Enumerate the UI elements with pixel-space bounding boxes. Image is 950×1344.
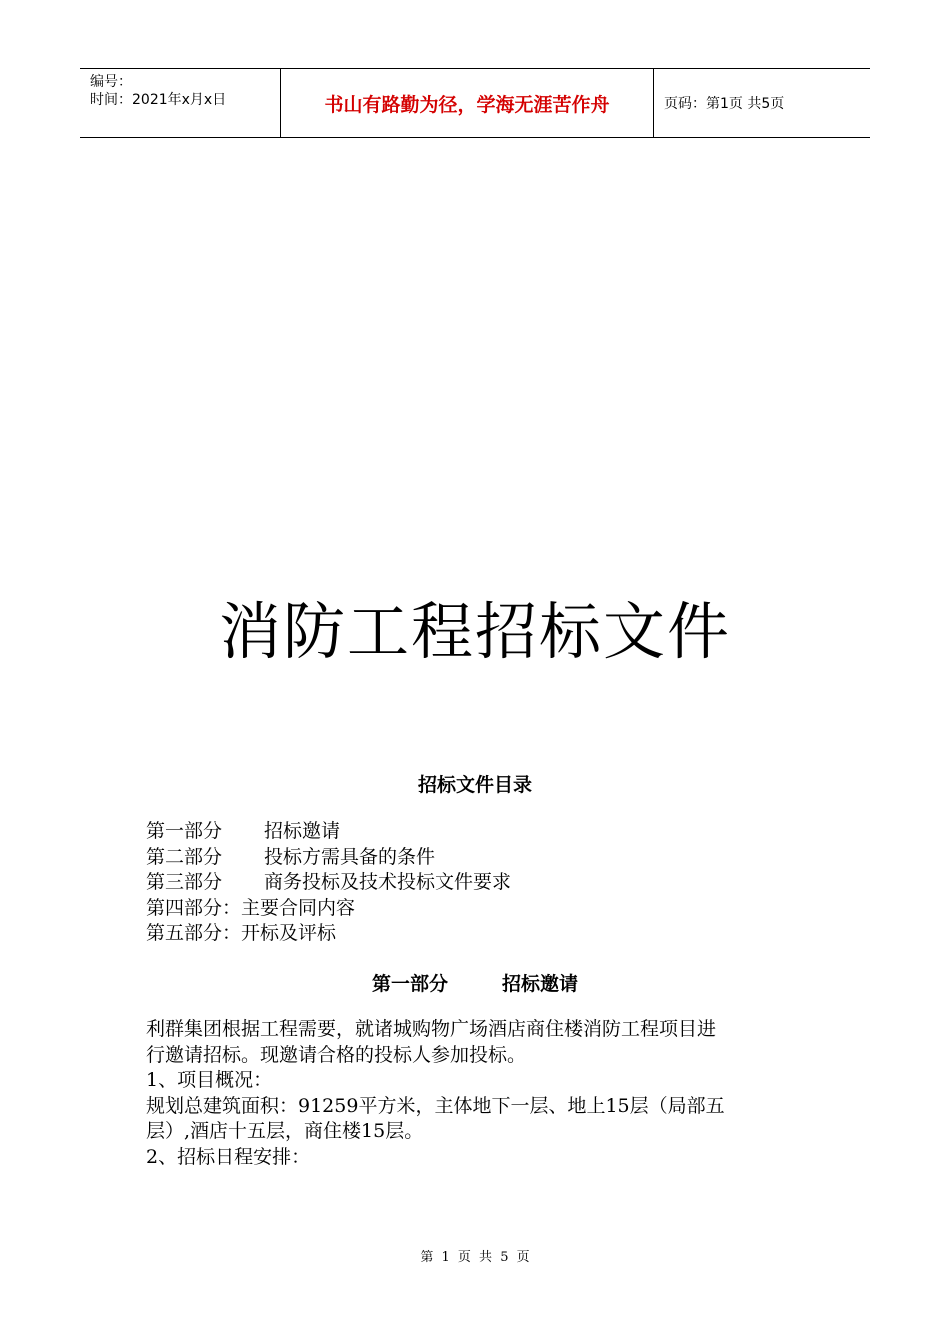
toc-item-part: 第二部分 [146, 845, 223, 868]
page-header-table [80, 68, 870, 138]
toc-item-part: 第三部分 [146, 871, 223, 893]
item-heading: 1、项目概况： [146, 1069, 273, 1091]
toc-item-name: 招标邀请 [264, 820, 341, 842]
item-heading: 2、招标日程安排： [146, 1145, 311, 1168]
toc-item-name: 商务投标及技术投标文件要求 [264, 871, 512, 893]
body-paragraph-line: 规划总建筑面积：91259平方米，主体地下一层、地上15层（局部五 [146, 1094, 725, 1117]
section-name: 招标邀请 [502, 973, 579, 995]
section-heading [0, 969, 950, 996]
toc-item [146, 845, 511, 871]
toc-item: 第四部分：主要合同内容 [146, 896, 356, 919]
header-meta-cell [80, 69, 281, 137]
header-page-info: 页码：第1页 共5页 [664, 96, 785, 112]
toc-item [146, 819, 511, 845]
toc-item-name: 投标方需具备的条件 [264, 845, 436, 868]
toc-list [146, 819, 511, 947]
document-number-label: 编号： [90, 74, 132, 90]
section-part: 第一部分 [371, 973, 448, 995]
toc-item: 第五部分：开标及评标 [146, 922, 337, 944]
body-paragraph-line: 行邀请招标。现邀请合格的投标人参加投标。 [146, 1043, 527, 1066]
body-paragraph-line: 利群集团根据工程需要，就诸城购物广场酒店商住楼消防工程项目进 [146, 1018, 717, 1040]
document-time-label: 时间：2021年x月x日 [90, 92, 227, 108]
section-body [146, 1017, 806, 1170]
toc-item [146, 870, 511, 896]
page-footer: 第 1 页 共 5 页 [420, 1250, 530, 1265]
document-title: 消防工程招标文件 [218, 595, 731, 668]
toc-item-part: 第一部分 [146, 820, 223, 842]
body-paragraph-line: 层）,酒店十五层，商住楼15层。 [146, 1120, 424, 1142]
header-motto: 书山有路勤为径，学海无涯苦作舟 [281, 69, 654, 137]
toc-heading: 招标文件目录 [417, 774, 532, 796]
